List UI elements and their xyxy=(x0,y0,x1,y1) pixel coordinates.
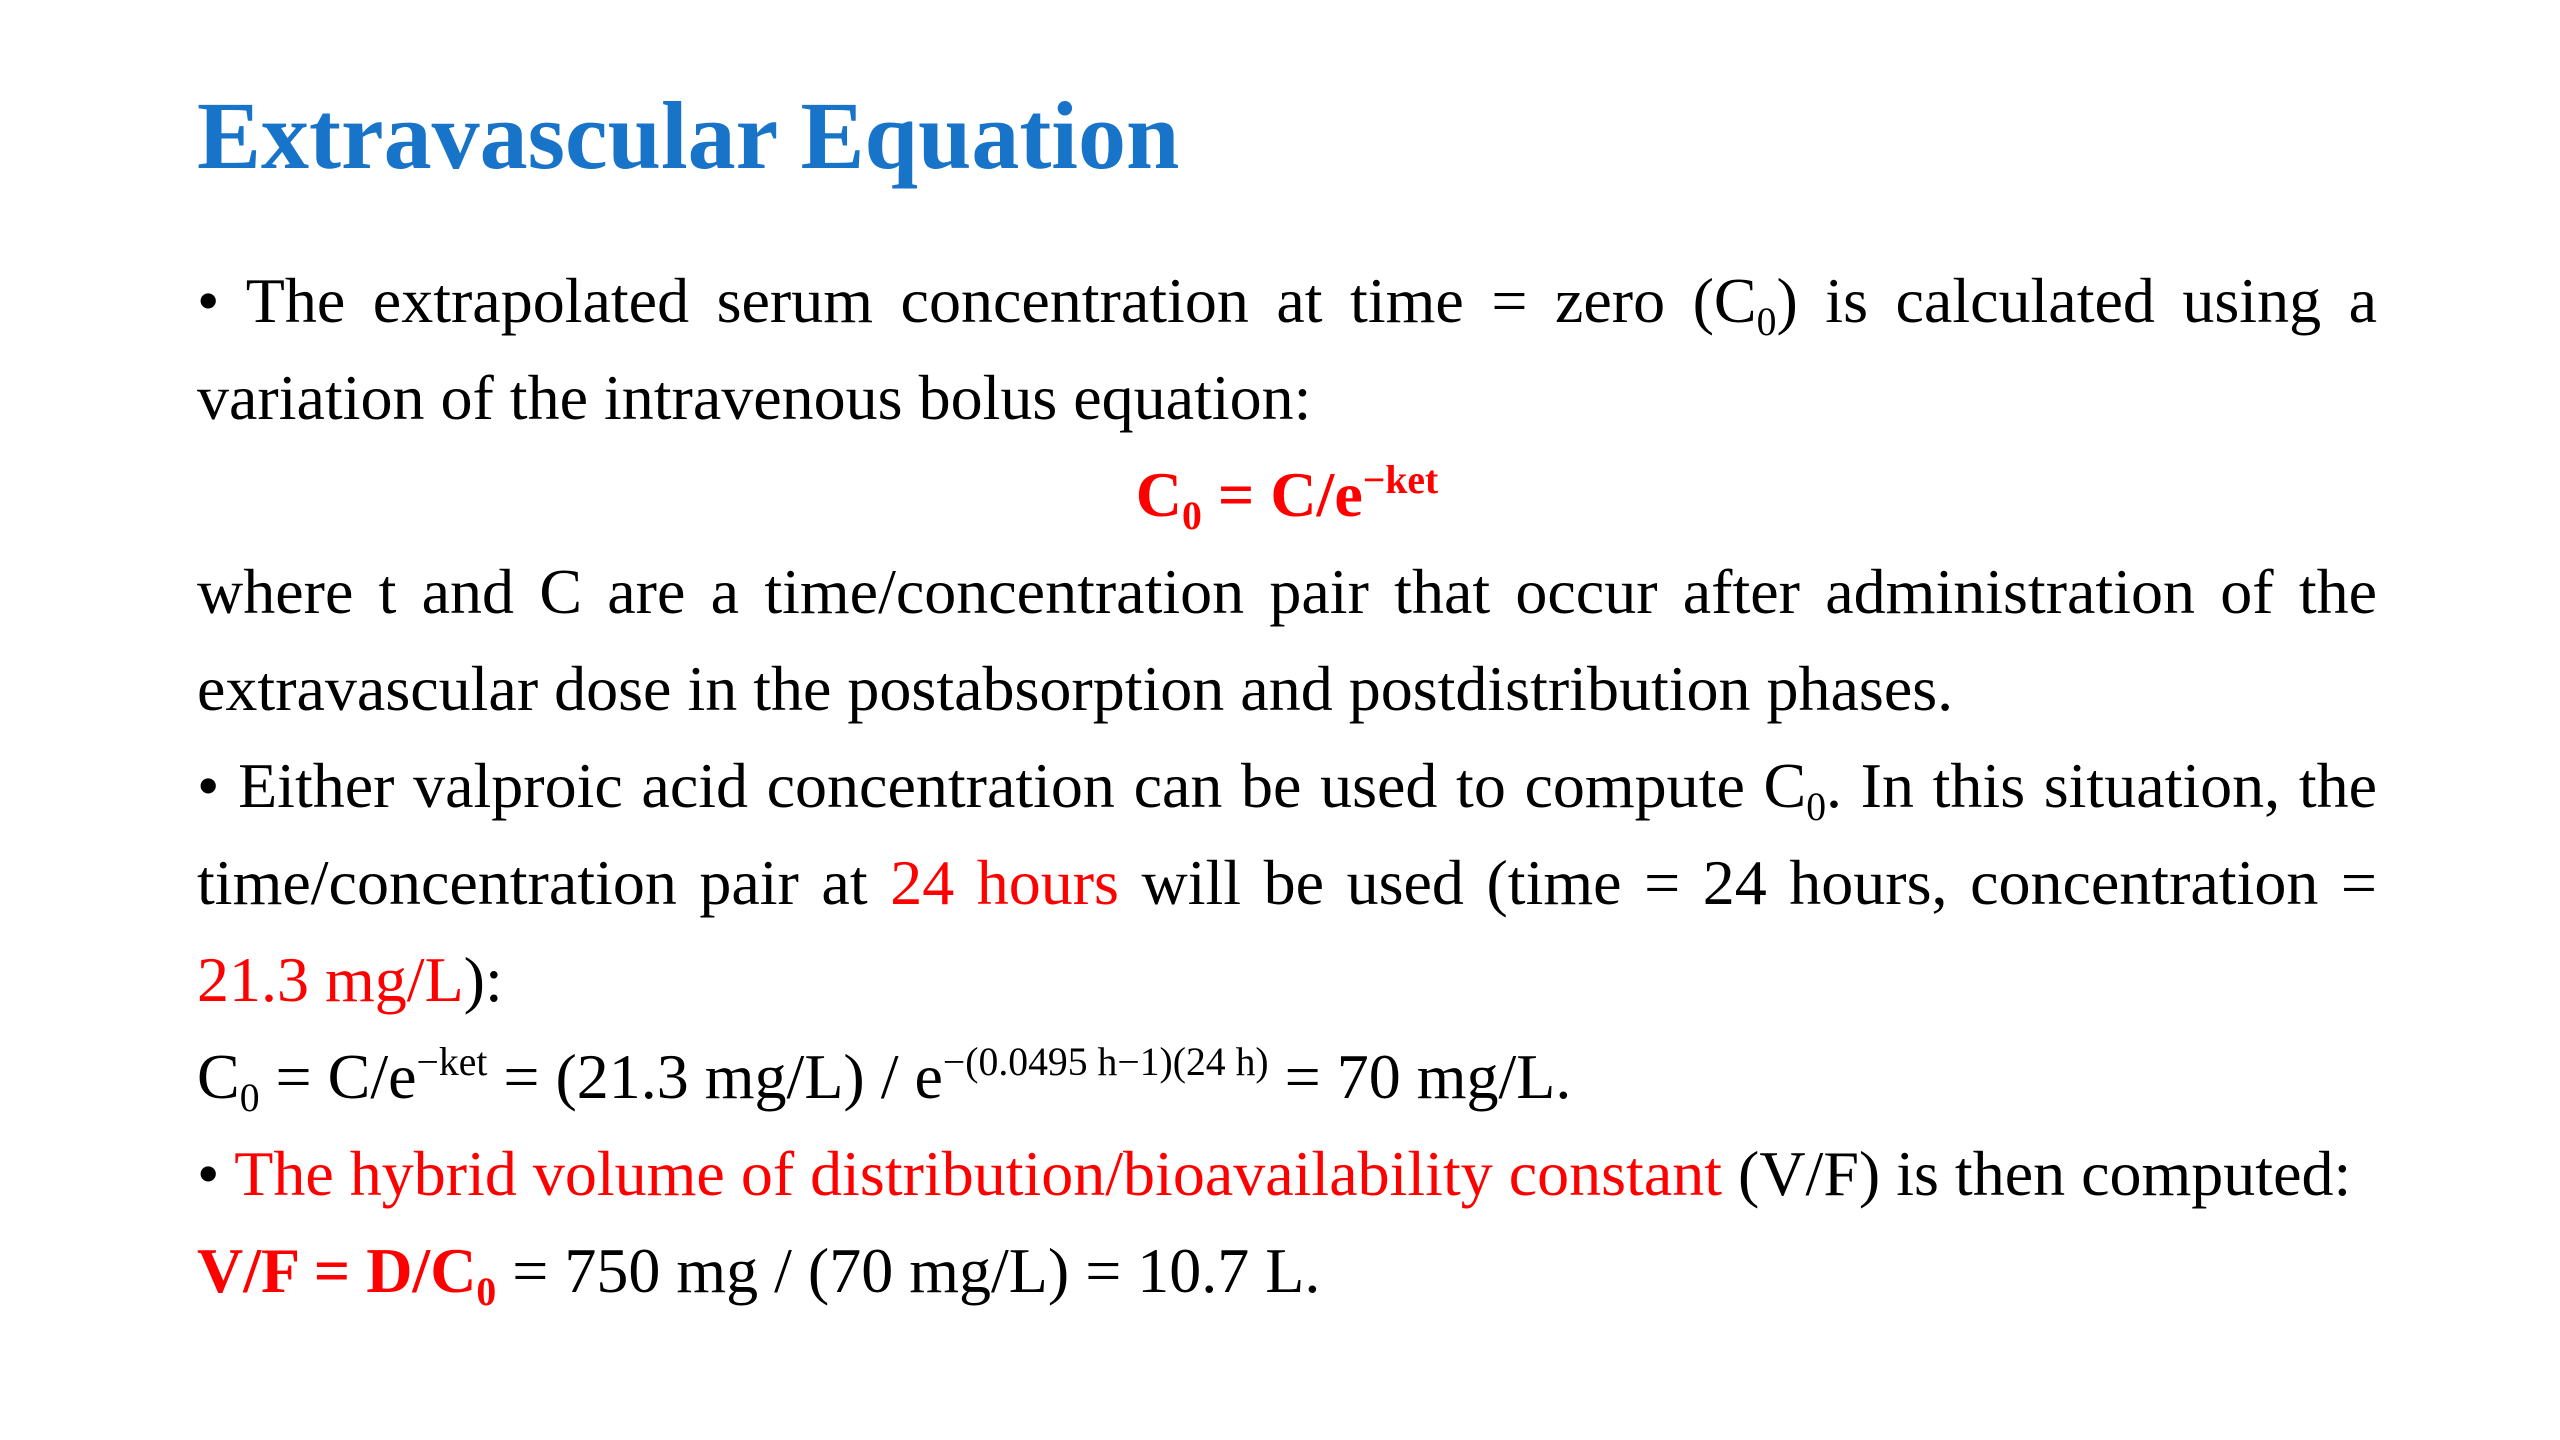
eq1-lhs: C xyxy=(1135,459,1182,530)
highlight-24-hours: 24 hours xyxy=(890,847,1119,918)
bullet: • xyxy=(197,1138,220,1209)
bullet: • xyxy=(197,265,220,336)
bullet: • xyxy=(197,750,220,821)
highlight-concentration: 21.3 mg/L xyxy=(197,944,464,1015)
eq2-b: = (21.3 mg/L) / e xyxy=(487,1041,943,1112)
paragraph-hybrid-volume xyxy=(197,1125,2377,1222)
paragraph-where xyxy=(197,543,2377,737)
eq2-exponent-2: −(0.0495 h−1)(24 h) xyxy=(942,1040,1269,1084)
valproic-text-b: . In this situation, the time/concentration pair at xyxy=(197,750,2378,918)
equation-c0 xyxy=(197,446,2377,543)
eq2-a: = C/e xyxy=(259,1041,417,1112)
c0-intro-text-b: ) is calculated using a variation of the intravenous bolus equation: xyxy=(197,265,2378,433)
eq2-c: C xyxy=(197,1041,240,1112)
slide-body xyxy=(197,252,2377,1319)
eq3-rest: = 750 mg / (70 mg/L) = 10.7 L. xyxy=(496,1235,1321,1306)
highlight-hybrid-volume: The hybrid volume of distribution/bioavailability constant xyxy=(234,1138,1722,1209)
hybrid-volume-text: (V/F) is then computed: xyxy=(1722,1138,2352,1209)
slide-title: Extravascular Equation xyxy=(197,82,1180,189)
subscript-zero: 0 xyxy=(1806,784,1827,829)
c0-intro-text-a: The extrapolated serum concentration at time = zero (C xyxy=(245,265,1757,336)
paragraph-valproic xyxy=(197,737,2377,1028)
eq2-c-subscript: 0 xyxy=(239,1075,260,1120)
valproic-text-a: Either valproic acid concentration can be used to compute C xyxy=(238,750,1807,821)
eq3-subscript: 0 xyxy=(476,1269,497,1314)
where-text: where t and C are a time/concentration pair that occur after administration of the extravascular dose in the postabsorption and postdistribution phases. xyxy=(197,556,2377,724)
equation-c0-computed xyxy=(197,1028,2377,1125)
eq1-mid: = C/e xyxy=(1201,459,1363,530)
eq1-exponent: −ket xyxy=(1362,458,1439,502)
eq2-result: = 70 mg/L. xyxy=(1268,1041,1572,1112)
valproic-text-c: will be used (time = 24 hours, concentration = xyxy=(1118,847,2378,918)
eq2-exponent-1: −ket xyxy=(416,1040,488,1084)
paragraph-c0-intro xyxy=(197,252,2377,446)
eq3-bold: V/F = D/C xyxy=(197,1235,477,1306)
valproic-text-d: ): xyxy=(463,944,503,1015)
subscript-zero: 0 xyxy=(1756,299,1777,344)
eq1-lhs-subscript: 0 xyxy=(1182,493,1202,538)
equation-vf xyxy=(197,1222,2377,1319)
